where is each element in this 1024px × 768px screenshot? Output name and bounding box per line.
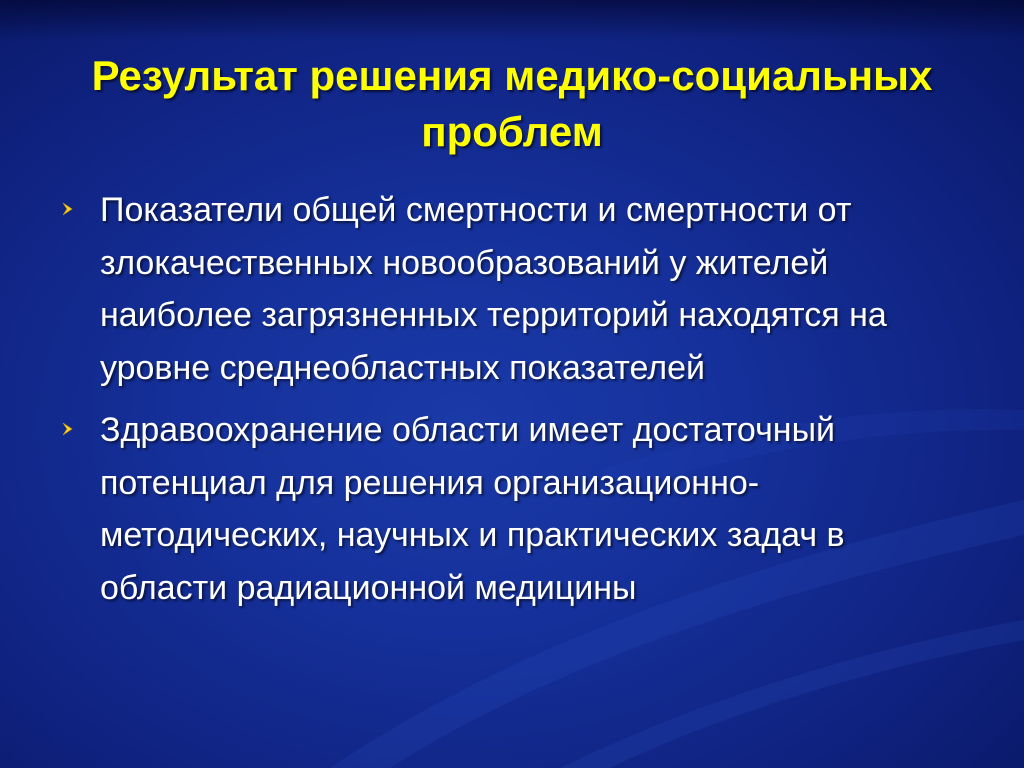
bullet-item — [60, 184, 980, 394]
bullet-text: Здравоохранение области имеет достаточный потенциал для решения организационно-методических, научных и практических задач в области радиационной медицины — [100, 411, 845, 607]
arrow-bullet-icon — [62, 422, 76, 436]
bullet-text: Показатели общей смертности и смертности от злокачественных новообразований у жителей наиболее загрязненных территорий находятся на уровне среднеобластных показателей — [100, 191, 887, 387]
bullet-list — [60, 184, 980, 624]
arrow-bullet-icon — [62, 202, 76, 216]
bullet-item — [60, 404, 980, 614]
slide-title: Результат решения медико-социальных проблем — [91, 52, 933, 155]
